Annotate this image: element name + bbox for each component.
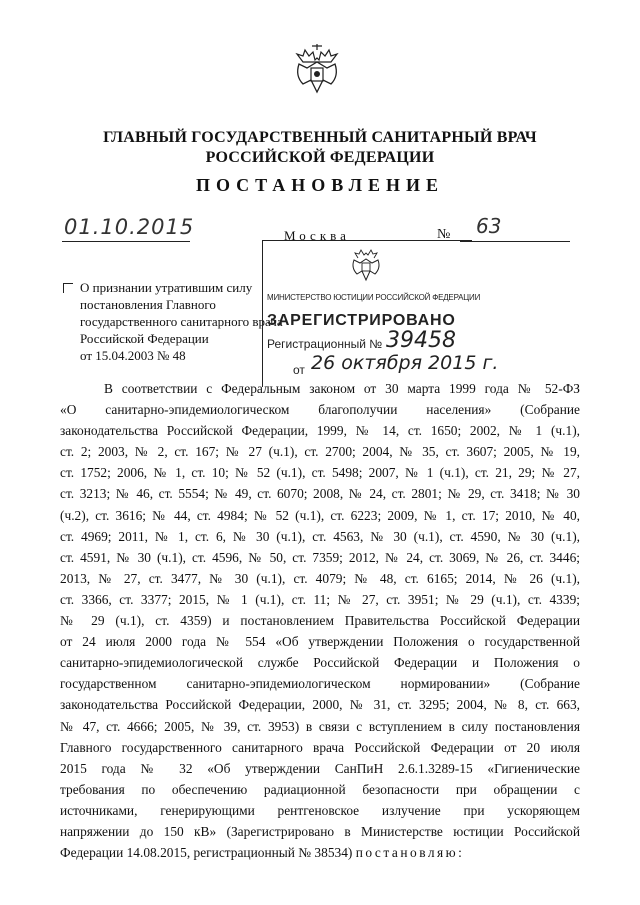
body-line: № 47, ст. 4666; 2005, № 39, ст. 3953) в связи с вступлением в силу постановления — [60, 718, 580, 734]
body-line: ст. 3366, ст. 3377; 2015, № 1 (ч.1), ст. 11; № 27, ст. 3951; № 29 (ч.1), ст. 4339; — [60, 591, 580, 607]
body-line: ст. 3213; № 46, ст. 5554; № 49, ст. 6070; 2008, № 24, ст. 2801; № 29, ст. 3418; № 30 — [60, 486, 580, 502]
body-line: Главного государственного санитарного врача Российской Федерации от 20 июля — [60, 739, 580, 755]
subject-line: Российской Федерации — [80, 331, 209, 346]
body-line: государственном санитарно-эпидемиологическом нормировании» (Собрание — [60, 676, 580, 692]
subject-line: О признании утратившим силу — [80, 280, 253, 295]
body-line: от 24 июля 2000 года № 554 «Об утверждении Положения о государственной — [60, 634, 580, 650]
body-line: ст. 1752; 2006, № 1, ст. 10; № 52 (ч.1), ст. 5498; 2007, № 1 (ч.1), ст. 21, 29; № 27, — [60, 465, 580, 481]
body-last-line — [60, 842, 580, 863]
body-line: напряжении до 150 кВ» (Зарегистрировано в Министерстве юстиции Российской — [60, 823, 580, 839]
number-sign: № — [437, 227, 451, 242]
body-line: источниками, генерирующими рентгеновское излучение при ускоряющем — [60, 802, 580, 818]
document-type-title: ПОСТАНОВЛЕНИЕ — [195, 175, 445, 195]
body-line: 2015 года № 32 «Об утверждении СанПиН 2.6.1.3289-15 «Гигиенические — [60, 760, 580, 776]
issuing-authority-line-1: ГЛАВНЫЙ ГОСУДАРСТВЕННЫЙ САНИТАРНЫЙ ВРАЧ — [103, 129, 537, 146]
body-line: законодательства Российской Федерации, 2000, № 31, ст. 3295; 2004, № 8, ст. 663, — [60, 697, 580, 713]
stamp-regno-label: Регистрационный № — [267, 337, 383, 351]
document-subject — [80, 279, 290, 364]
coat-of-arms-icon — [289, 44, 345, 100]
body-line: 2013, № 27, ст. 3477, № 30 (ч.1), ст. 4079; № 48, ст. 6165; 2014, № 26 (ч.1), — [60, 570, 580, 586]
stamp-registered: ЗАРЕГИСТРИРОВАНО — [267, 312, 456, 329]
body-line-text: Федерации 14.08.2015, регистрационный № 38534) — [60, 845, 353, 861]
registration-stamp — [262, 240, 499, 387]
subject-line: постановления Главного — [80, 297, 216, 312]
stamp-regno-value: 39458 — [386, 328, 456, 353]
body-line: законодательства Российской Федерации, 1999, № 14, ст. 1650; 2002, № 1 (ч.1), — [60, 423, 580, 439]
resolve-word: постановляю: — [355, 845, 465, 861]
body-line: ст. 4969; 2011, № 1, ст. 6, № 30 (ч.1), ст. 4563, № 30 (ч.1), ст. 4590, № 30 (ч.1), — [60, 528, 580, 544]
body-line: (ч.2), ст. 3616; № 44, ст. 4984; № 52 (ч.1), ст. 6223; 2009, № 1, ст. 17; 2010, № 40, — [60, 507, 580, 523]
issuing-authority-line-2: РОССИЙСКОЙ ФЕДЕРАЦИИ — [205, 149, 435, 166]
body-line: ст. 4591, № 30 (ч.1), ст. 4596, № 50, ст. 7359; 2012, № 24, ст. 3069, № 26, ст. 3446; — [60, 549, 580, 565]
number-underline — [460, 241, 570, 242]
body-line: «О санитарно-эпидемиологическом благополучии населения» (Собрание — [60, 402, 580, 418]
document-body — [60, 378, 580, 863]
issue-city: Москва — [284, 228, 350, 243]
subject-corner-mark — [63, 283, 73, 293]
subject-line: от 15.04.2003 № 48 — [80, 348, 186, 363]
stamp-ministry: МИНИСТЕРСТВО ЮСТИЦИИ РОССИЙСКОЙ ФЕДЕРАЦИИ — [267, 293, 481, 302]
body-line: ст. 2; 2003, № 2, ст. 167; № 27 (ч.1), ст. 2700; 2004, № 35, ст. 3607; 2005, № 19, — [60, 444, 580, 460]
body-line: требования по обеспечению радиационной безопасности при обращении с — [60, 781, 580, 797]
subject-line: государственного санитарного врача — [80, 314, 283, 329]
stamp-date-value: 26 октября 2015 г. — [311, 352, 499, 374]
stamp-emblem-icon — [348, 248, 384, 284]
document-date: 01.10.2015 — [64, 215, 195, 239]
date-underline — [62, 241, 190, 242]
body-line: В соответствии с Федеральным законом от 30 марта 1999 года № 52-ФЗ — [104, 381, 580, 396]
stamp-date-label: от — [293, 363, 305, 377]
body-line: санитарно-эпидемиологической службе Российской Федерации и Положения о — [60, 655, 580, 671]
document-number: 63 — [476, 214, 502, 238]
body-line: № 29 (ч.1), ст. 4359) и постановлением Правительства Российской Федерации — [60, 613, 580, 629]
